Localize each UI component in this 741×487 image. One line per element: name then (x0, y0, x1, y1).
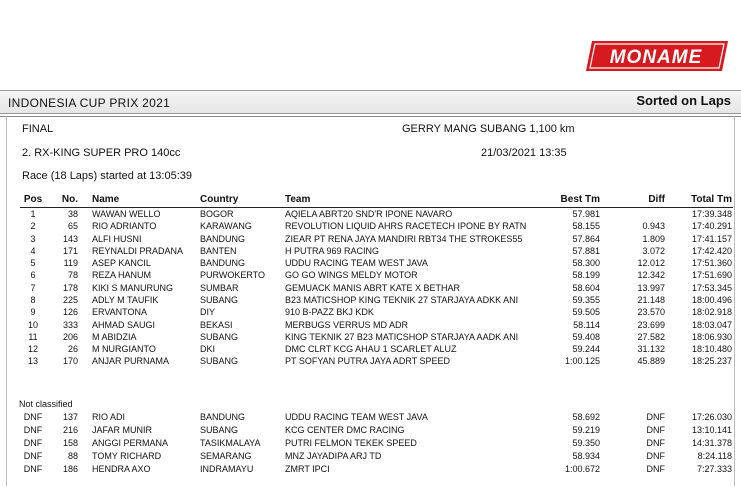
cell-no: 78 (67, 270, 78, 280)
cell-best: 59.505 (572, 307, 600, 317)
cell-diff: 31.132 (637, 344, 665, 354)
table-row (0, 344, 741, 356)
cell-diff: DNF (646, 451, 665, 461)
sort-label: Sorted on Laps (636, 93, 731, 108)
cell-name: ASEP KANCIL (92, 258, 151, 268)
cell-no: 170 (62, 356, 78, 366)
table-row (0, 221, 741, 233)
cell-best: 59.219 (572, 425, 600, 435)
cell-team: MERBUGS VERRUS MD ADR (285, 320, 409, 330)
cell-total: 18:25.237 (691, 356, 732, 366)
cell-pos: 7 (30, 283, 36, 293)
col-no: No. (61, 194, 78, 205)
cell-total: 18:06.930 (691, 332, 732, 342)
cell-pos: 5 (30, 258, 36, 268)
cell-country: BANDUNG (200, 234, 246, 244)
table-row (0, 209, 741, 221)
cell-diff: 21.148 (637, 295, 665, 305)
table-row (0, 425, 741, 437)
cell-best: 58.692 (572, 412, 600, 422)
cell-pos: 1 (30, 209, 36, 219)
cell-pos: 6 (30, 270, 36, 280)
cell-total: 18:02.918 (691, 307, 732, 317)
col-total: Total Tm (691, 194, 732, 205)
cell-team: MNZ JAYADIPA ARJ TD (285, 451, 382, 461)
table-row (0, 234, 741, 246)
cell-team: ZIEAR PT RENA JAYA MANDIRI RBT34 THE STROKES55 (285, 234, 523, 244)
table-row (0, 258, 741, 270)
cell-name: AHMAD SAUGI (92, 320, 156, 330)
cell-country: BOGOR (200, 209, 234, 219)
table-row (0, 283, 741, 295)
cell-pos: 9 (30, 307, 36, 317)
table-header (0, 194, 741, 208)
cell-pos: 11 (28, 332, 38, 342)
cell-team: GEMUACK MANIS ABRT KATE X BETHAR (285, 283, 461, 293)
cell-no: 119 (63, 258, 78, 268)
race-info: Race (18 Laps) started at 13:05:39 (22, 170, 192, 182)
cell-best: 57.864 (572, 234, 600, 244)
cell-no: 38 (67, 209, 78, 219)
cell-country: BANDUNG (200, 412, 246, 422)
cell-name: ANJAR PURNAMA (92, 356, 170, 366)
cell-team: REVOLUTION LIQUID AHRS RACETECH IPONE BY RATN (285, 221, 527, 231)
cell-no: 178 (62, 283, 78, 293)
cell-pos: 3 (30, 234, 36, 244)
cell-pos: DNF (23, 425, 43, 435)
cell-best: 59.408 (572, 332, 600, 342)
cell-team: PT SOFYAN PUTRA JAYA ADRT SPEED (285, 356, 451, 366)
cell-team: PUTRI FELMON TEKEK SPEED (285, 438, 417, 448)
cell-total: 17:26.030 (691, 412, 732, 422)
cell-best: 58.155 (572, 221, 600, 231)
cell-total: 14:31.378 (691, 438, 732, 448)
cell-total: 17:39.348 (691, 209, 732, 219)
col-diff: Diff (648, 194, 665, 205)
table-row (0, 332, 741, 344)
cell-country: TASIKMALAYA (200, 438, 261, 448)
cell-diff: DNF (646, 425, 665, 435)
logo-text: MONAME (609, 47, 703, 68)
cell-pos: DNF (23, 438, 43, 448)
date-label: 21/03/2021 13:35 (481, 147, 567, 159)
cell-team: 910 B-PAZZ BKJ KDK (285, 307, 374, 317)
cell-team: ZMRT IPCI (285, 464, 330, 474)
table-row (0, 451, 741, 463)
cell-diff: 3.072 (642, 246, 665, 256)
cell-pos: 13 (27, 356, 38, 366)
cell-team: UDDU RACING TEAM WEST JAVA (285, 412, 428, 422)
table-row (0, 295, 741, 307)
cell-diff: 23.699 (637, 320, 665, 330)
cell-total: 17:51.690 (691, 270, 732, 280)
event-title: INDONESIA CUP PRIX 2021 (8, 96, 171, 110)
cell-name: TOMY RICHARD (92, 451, 162, 461)
cell-country: BEKASI (200, 320, 233, 330)
cell-diff: 13.997 (637, 283, 665, 293)
cell-name: M ABIDZIA (92, 332, 137, 342)
cell-no: 126 (62, 307, 78, 317)
cell-pos: DNF (23, 412, 43, 422)
cell-team: GO GO WINGS MELDY MOTOR (285, 270, 418, 280)
cell-pos: DNF (23, 451, 43, 461)
cell-diff: 27.582 (637, 332, 665, 342)
cell-country: PURWOKERTO (200, 270, 266, 280)
cell-no: 333 (62, 320, 78, 330)
cell-no: 65 (67, 221, 78, 231)
col-team: Team (285, 194, 311, 205)
cell-country: SUBANG (200, 425, 239, 435)
cell-best: 1:00.672 (564, 464, 600, 474)
cell-name: RIO ADRIANTO (92, 221, 157, 231)
cell-name: REYNALDI PRADANA (92, 246, 184, 256)
cell-pos: 4 (30, 246, 36, 256)
cell-diff: DNF (646, 464, 665, 474)
cell-best: 58.934 (572, 451, 600, 461)
cell-diff: DNF (646, 438, 665, 448)
cell-no: 26 (67, 344, 78, 354)
cell-country: SEMARANG (200, 451, 252, 461)
cell-no: 206 (62, 332, 78, 342)
cell-name: ERVANTONA (92, 307, 148, 317)
cell-name: ALFI HUSNI (92, 234, 142, 244)
cell-country: DKI (200, 344, 216, 354)
cell-diff: 12.012 (637, 258, 665, 268)
col-country: Country (200, 194, 239, 205)
cell-pos: 12 (27, 344, 38, 354)
cell-pos: 10 (27, 320, 38, 330)
cell-best: 59.355 (572, 295, 600, 305)
cell-total: 7:27.333 (696, 464, 732, 474)
table-row (0, 270, 741, 282)
cell-team: AQIELA ABRT20 SND'R IPONE NAVARO (285, 209, 453, 219)
col-pos: Pos (23, 194, 43, 205)
cell-name: KIKI S MANURUNG (92, 283, 174, 293)
cell-country: KARAWANG (200, 221, 252, 231)
cell-no: 143 (62, 234, 78, 244)
col-name: Name (92, 194, 120, 205)
cell-no: 137 (62, 412, 78, 422)
cell-team: KCG CENTER DMC RACING (285, 425, 405, 435)
cell-no: 225 (62, 295, 78, 305)
cell-diff: 1.809 (642, 234, 665, 244)
cell-no: 158 (62, 438, 78, 448)
cell-best: 59.244 (572, 344, 600, 354)
cell-total: 17:53.345 (691, 283, 732, 293)
cell-country: SUBANG (200, 356, 239, 366)
cell-total: 18:03.047 (691, 320, 732, 330)
cell-best: 57.881 (572, 246, 600, 256)
cell-name: JAFAR MUNIR (92, 425, 153, 435)
not-classified-label: Not classified (19, 399, 73, 409)
cell-name: M NURGIANTO (92, 344, 156, 354)
cell-team: DMC CLRT KCG AHAU 1 SCARLET ALUZ (285, 344, 457, 354)
cell-country: SUBANG (200, 295, 239, 305)
table-row (0, 438, 741, 450)
cell-total: 18:00.496 (691, 295, 732, 305)
col-best: Best Tm (560, 194, 600, 205)
cell-name: RIO ADI (92, 412, 126, 422)
cell-diff: 12.342 (637, 270, 665, 280)
circuit-label: GERRY MANG SUBANG 1,100 km (402, 123, 575, 135)
cell-diff: 45.889 (637, 356, 665, 366)
cell-team: B23 MATICSHOP KING TEKNIK 27 STARJAYA ADKK ANI (285, 295, 519, 305)
cell-best: 58.604 (572, 283, 600, 293)
session-label: FINAL (22, 123, 54, 135)
cell-diff: DNF (646, 412, 665, 422)
cell-best: 57.981 (572, 209, 600, 219)
table-row (0, 412, 741, 424)
table-row (0, 246, 741, 258)
cell-total: 17:42.420 (691, 246, 732, 256)
cell-diff: 0.943 (642, 221, 665, 231)
cell-total: 18:10.480 (691, 344, 732, 354)
cell-best: 58.114 (573, 320, 600, 330)
cell-country: BANDUNG (200, 258, 246, 268)
cell-name: REZA HANUM (92, 270, 152, 280)
header-rule (20, 207, 733, 208)
cell-no: 186 (62, 464, 78, 474)
moname-logo (584, 40, 730, 72)
cell-total: 13:10.141 (691, 425, 732, 435)
cell-best: 59.350 (572, 438, 600, 448)
cell-pos: 2 (30, 221, 36, 231)
cell-name: ADLY M TAUFIK (92, 295, 159, 305)
cell-team: UDDU RACING TEAM WEST JAVA (285, 258, 428, 268)
cell-no: 88 (67, 451, 78, 461)
cell-country: SUMBAR (200, 283, 239, 293)
cell-total: 17:51.360 (691, 258, 732, 268)
cell-best: 1:00.125 (564, 356, 600, 366)
cell-no: 171 (62, 246, 78, 256)
cell-name: ANGGI PERMANA (92, 438, 169, 448)
cell-pos: 8 (30, 295, 36, 305)
cell-best: 58.300 (572, 258, 600, 268)
cell-total: 17:40.291 (691, 221, 732, 231)
cell-country: DIY (200, 307, 216, 317)
cell-name: WAWAN WELLO (92, 209, 161, 219)
cell-total: 8:24.118 (697, 451, 732, 461)
table-row (0, 464, 741, 476)
class-label: 2. RX-KING SUPER PRO 140cc (22, 147, 181, 159)
cell-pos: DNF (23, 464, 43, 474)
cell-country: SUBANG (200, 332, 239, 342)
table-row (0, 320, 741, 332)
table-row (0, 356, 741, 368)
table-row (0, 307, 741, 319)
cell-team: H PUTRA 969 RACING (285, 246, 380, 256)
cell-name: HENDRA AXO (92, 464, 151, 474)
cell-total: 17:41.157 (691, 234, 732, 244)
cell-diff: 23.570 (637, 307, 665, 317)
cell-country: BANTEN (200, 246, 237, 256)
cell-team: KING TEKNIK 27 B23 MATICSHOP STARJAYA AADK ANI (285, 332, 519, 342)
cell-country: INDRAMAYU (200, 464, 254, 474)
cell-best: 58.199 (572, 270, 600, 280)
cell-no: 216 (62, 425, 78, 435)
